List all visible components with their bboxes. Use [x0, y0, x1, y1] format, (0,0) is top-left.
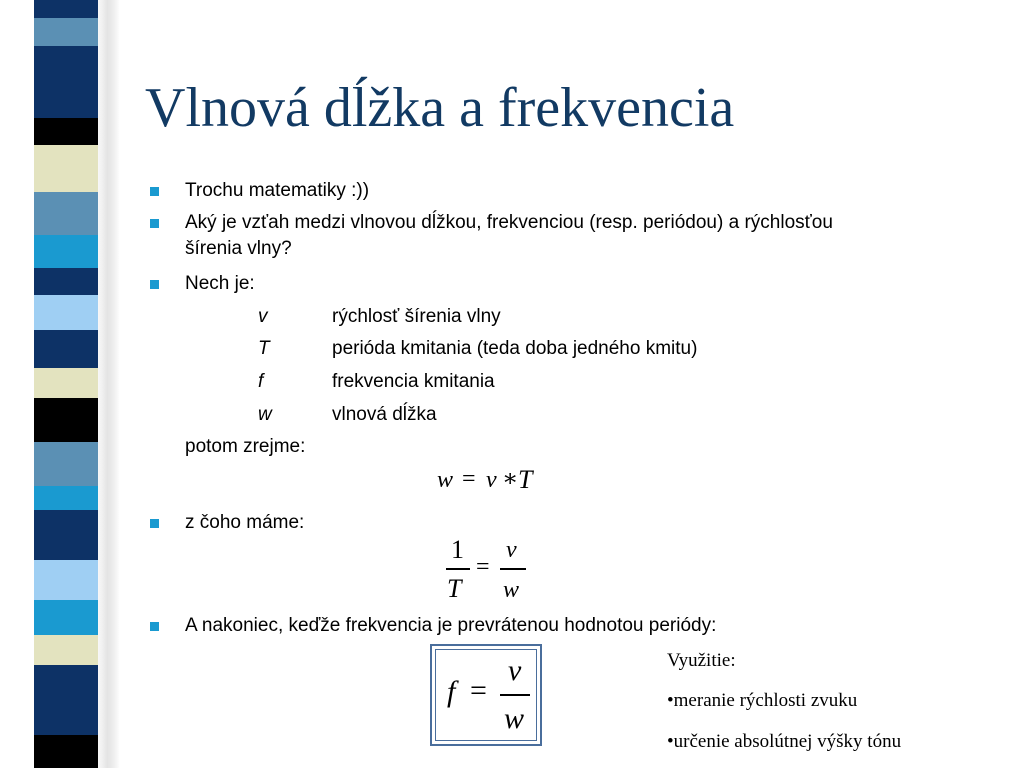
bullet-text: Nech je: [185, 273, 255, 294]
formula2-fraction-bar-left [446, 568, 470, 570]
decorative-stripe [0, 0, 120, 768]
bullet-text: A nakoniec, keďže frekvencia je prevrátenou hodnotou periódy: [185, 615, 717, 636]
formula1-a: v [486, 467, 497, 493]
then-text: potom zrejme: [185, 436, 306, 457]
stripe-blocks [34, 0, 98, 768]
usage-item: •určenie absolútnej výšky tónu [667, 731, 902, 752]
bullet-text: Trochu matematiky :)) [185, 180, 370, 201]
usage-heading: Využitie: [667, 650, 736, 671]
formula3-lhs: f [447, 675, 456, 708]
bullet-marker [150, 187, 159, 196]
formula1-op: ∗ [502, 466, 519, 492]
formula2-den-right: w [503, 577, 520, 603]
formula1-lhs: w [437, 467, 454, 493]
definition-meaning: rýchlosť šírenia vlny [332, 306, 501, 327]
usage-item: •meranie rýchlosti zvuku [667, 690, 858, 711]
bullet-marker [150, 280, 159, 289]
formula1-eq: = [462, 466, 476, 492]
formula2-den-left: T [447, 574, 462, 603]
definition-meaning: vlnová dĺžka [332, 404, 437, 425]
definition-meaning: frekvencia kmitania [332, 371, 495, 392]
definition-symbol: v [258, 306, 268, 327]
bullet-text-continuation: šírenia vlny? [185, 238, 292, 259]
formula2-fraction-bar-right [500, 568, 526, 570]
definition-meaning: perióda kmitania (teda doba jedného kmitu) [332, 338, 698, 359]
formula3-eq: = [470, 674, 487, 707]
formula1-b: T [518, 465, 533, 494]
definition-symbol: f [258, 371, 264, 392]
bullet-marker [150, 622, 159, 631]
definition-symbol: w [258, 404, 272, 425]
formula3-fraction-bar [500, 694, 530, 696]
bullet-text: z čoho máme: [185, 512, 305, 533]
definition-symbol: T [258, 338, 270, 359]
formula2-num-right: v [506, 537, 517, 563]
bullet-text: Aký je vzťah medzi vlnovou dĺžkou, frekvenciou (resp. periódou) a rýchlosťou [185, 212, 833, 233]
formula2-eq: = [476, 554, 490, 580]
formula2-num-left: 1 [451, 535, 464, 564]
slide-title: Vlnová dĺžka a frekvencia [145, 77, 735, 139]
bullet-marker [150, 219, 159, 228]
bullet-marker [150, 519, 159, 528]
formula3-den: w [504, 702, 525, 735]
formula3-num: v [508, 654, 522, 687]
